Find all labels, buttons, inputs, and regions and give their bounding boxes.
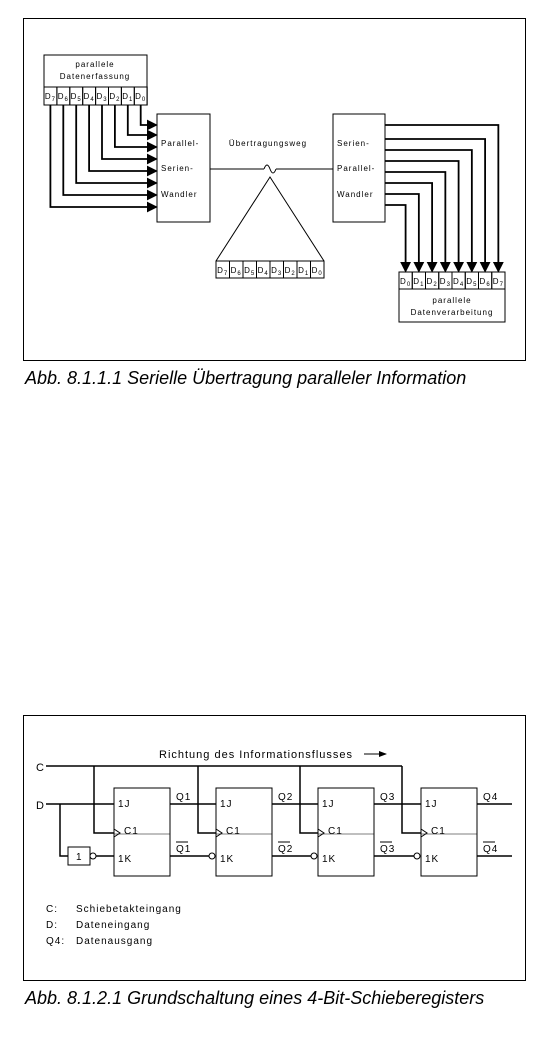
- output-wire-D2: [385, 183, 432, 271]
- clock-input-label: C: [36, 762, 45, 774]
- serial-bit-D6: $D_6$: [230, 266, 242, 277]
- ff1-c-label: C1: [124, 826, 139, 837]
- input-wire-D3: [102, 105, 156, 159]
- serial-bit-cells: [216, 261, 324, 278]
- clock-tap-2: [198, 766, 216, 833]
- parallel-output-title-1: parallele: [432, 296, 472, 305]
- output-wire-D3: [385, 172, 445, 271]
- converter1-line-3: Wandler: [161, 190, 198, 199]
- input-wire-D1: [128, 105, 156, 135]
- clock-tap-3: [300, 766, 318, 833]
- converter1-line-1: Parallel-: [161, 139, 200, 148]
- q-output-4: Q4: [483, 792, 499, 803]
- parallel-input-title-1: parallele: [75, 60, 115, 69]
- input-bit-D1: $D_1$: [122, 92, 134, 103]
- legend-text-q4: Datenausgang: [76, 936, 154, 947]
- q-output-1: Q1: [176, 792, 192, 803]
- output-bit-D1: $D_1$: [413, 277, 425, 288]
- output-wires: [385, 125, 498, 271]
- flip-flops: [94, 766, 512, 876]
- converter1-line-2: Serien-: [161, 164, 194, 173]
- output-bit-D0: $D_0$: [400, 277, 412, 288]
- qbar-output-1: Q1: [176, 844, 192, 855]
- inverter-bubble: [90, 853, 96, 859]
- input-wire-D2: [115, 105, 156, 147]
- legend-text-c: Schiebetakteingang: [76, 904, 182, 915]
- serial-bit-D2: $D_2$: [284, 266, 296, 277]
- input-wire-D6: [63, 105, 156, 195]
- ff4-k-label: 1K: [425, 854, 440, 865]
- output-bit-cells: [399, 272, 505, 289]
- q-output-3: Q3: [380, 792, 396, 803]
- serial-bit-D7: $D_7$: [217, 266, 229, 277]
- serial-frame-pointer: [216, 177, 324, 261]
- output-bit-D3: $D_3$: [439, 277, 451, 288]
- input-bit-D3: $D_3$: [96, 92, 108, 103]
- converter2-line-1: Serien-: [337, 139, 370, 148]
- input-bit-D6: $D_6$: [57, 92, 69, 103]
- figure1-caption: Abb. 8.1.1.1 Serielle Übertragung paralleler Information: [25, 368, 467, 388]
- clock-tap-1: [94, 766, 114, 833]
- clock-tap-4: [402, 766, 421, 833]
- serial-bit-D5: $D_5$: [244, 266, 256, 277]
- qbar-output-2: Q2: [278, 844, 294, 855]
- output-bit-D7: $D_7$: [492, 277, 504, 288]
- output-bit-D6: $D_6$: [479, 277, 491, 288]
- shift-register-diagram: [24, 716, 527, 982]
- input-bit-D2: $D_2$: [109, 92, 121, 103]
- input-bit-D7: $D_7$: [44, 92, 56, 103]
- input-bit-cells: [44, 87, 147, 105]
- parallel-input-title-2: Datenerfassung: [59, 72, 131, 81]
- legend-key-d: D:: [46, 920, 58, 931]
- input-bit-D4: $D_4$: [83, 92, 95, 103]
- ff2-j-label: 1J: [220, 799, 233, 810]
- output-wire-D7: [385, 125, 498, 271]
- ff2-k-label: 1K: [220, 854, 235, 865]
- ff1-k-label: 1K: [118, 854, 133, 865]
- output-bit-D4: $D_4$: [453, 277, 465, 288]
- qbar-output-3: Q3: [380, 844, 396, 855]
- ff4-j-label: 1J: [425, 799, 438, 810]
- converter2-line-3: Wandler: [337, 190, 374, 199]
- legend-key-c: C:: [46, 904, 58, 915]
- input-wires: [50, 105, 156, 207]
- figure-shift-register: [23, 715, 526, 981]
- inverter-label: 1: [76, 852, 83, 863]
- transmission-path-label: Übertragungsweg: [228, 139, 308, 148]
- data-to-inverter: [60, 804, 68, 856]
- direction-label: Richtung des Informationsflusses: [159, 749, 354, 761]
- ff1-j-label: 1J: [118, 799, 131, 810]
- output-bit-D5: $D_5$: [466, 277, 478, 288]
- output-wire-D4: [385, 161, 459, 271]
- input-wire-D4: [89, 105, 156, 171]
- legend-key-q4: Q4:: [46, 936, 66, 947]
- serial-transmission-diagram: [24, 19, 527, 362]
- k-inverter-bubble-2: [209, 853, 215, 859]
- legend-text-d: Dateneingang: [76, 920, 151, 931]
- input-bit-D5: $D_5$: [70, 92, 82, 103]
- input-wire-D0: [141, 105, 156, 125]
- input-bit-D0: $D_0$: [135, 92, 147, 103]
- ff3-c-label: C1: [328, 826, 343, 837]
- ff4-c-label: C1: [431, 826, 446, 837]
- k-inverter-bubble-4: [414, 853, 420, 859]
- serial-bit-D0: $D_0$: [311, 266, 323, 277]
- ff3-j-label: 1J: [322, 799, 335, 810]
- figure-serial-transmission: [23, 18, 526, 361]
- legend: [46, 904, 182, 947]
- qbar-output-4: Q4: [483, 844, 499, 855]
- ff3-k-label: 1K: [322, 854, 337, 865]
- output-bit-D2: $D_2$: [426, 277, 438, 288]
- serial-bit-D3: $D_3$: [271, 266, 283, 277]
- converter2-line-2: Parallel-: [337, 164, 376, 173]
- serial-bit-D4: $D_4$: [257, 266, 269, 277]
- output-wire-D0: [385, 205, 406, 271]
- k-inverter-bubble-3: [311, 853, 317, 859]
- data-input-label: D: [36, 800, 45, 812]
- ff2-c-label: C1: [226, 826, 241, 837]
- figure2-caption: Abb. 8.1.2.1 Grundschaltung eines 4-Bit-Schieberegisters: [25, 988, 485, 1008]
- parallel-output-title-2: Datenverarbeitung: [410, 308, 494, 317]
- q-output-2: Q2: [278, 792, 294, 803]
- serial-bit-D1: $D_1$: [298, 266, 310, 277]
